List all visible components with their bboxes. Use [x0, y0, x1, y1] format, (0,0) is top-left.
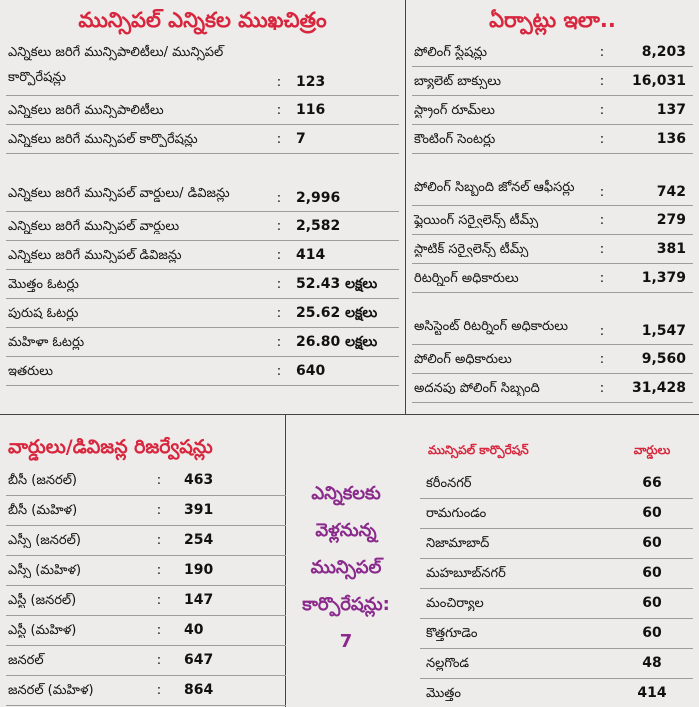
table-row: [412, 235, 693, 264]
table-row: [6, 299, 399, 328]
row-label: పురుష ఓటర్లు: [8, 305, 79, 321]
announcement-line: వెళ్లనున్న: [315, 520, 377, 541]
row-label: మొత్తం ఓటర్లు: [8, 276, 79, 292]
reservations-rows: [6, 466, 286, 706]
row-value: 254: [184, 532, 214, 548]
row-label: ఎన్నికలు జరిగే మున్సిపల్ వార్డులు: [8, 218, 180, 234]
row-label: నిజామాబాద్: [426, 536, 490, 551]
table-row: [6, 212, 399, 241]
arrangements-panel: [412, 3, 693, 403]
arrangements-title: ఏర్పాట్లు ఇలా..: [489, 8, 616, 32]
row-label: బీసీ (జనరల్): [8, 473, 77, 488]
table-row: [412, 345, 693, 374]
row-value: 8,203: [641, 43, 686, 60]
table-row: [6, 38, 399, 96]
table-row: [6, 586, 286, 616]
row-value: 414: [637, 685, 667, 701]
row-value: 25.62 లక్షలు: [296, 304, 378, 321]
table-row: [6, 556, 286, 586]
row-colon: :: [276, 191, 282, 206]
row-colon: :: [599, 241, 605, 257]
row-colon: :: [276, 334, 282, 350]
row-colon: :: [156, 683, 162, 698]
row-value: 1,547: [641, 323, 686, 339]
row-label: బ్యాలెట్ బాక్సులు: [414, 73, 502, 89]
row-value: 279: [656, 211, 686, 228]
row-value: 48: [642, 655, 662, 671]
table-row: [420, 589, 693, 619]
row-label: మొత్తం: [426, 686, 461, 701]
row-label: అసిస్టెంట్ రిటర్నింగ్ అధికారులు: [414, 319, 568, 334]
table-row: [6, 676, 286, 706]
row-value: 190: [184, 562, 214, 578]
table-row: [6, 96, 399, 125]
row-label: జనరల్ (మహిళ): [8, 683, 94, 698]
row-label: ఎస్టీ (జనరల్): [8, 593, 77, 608]
table-row: [6, 616, 286, 646]
table-row: [6, 496, 286, 526]
announcement-count: 7: [339, 631, 353, 652]
row-label: జనరల్: [8, 653, 44, 668]
row-value: 60: [642, 565, 662, 581]
reservations-panel: [6, 428, 286, 706]
row-value: 137: [656, 101, 686, 118]
row-colon: :: [276, 218, 282, 234]
row-colon: :: [156, 533, 162, 548]
row-colon: :: [276, 363, 282, 379]
row-label: కరీంనగర్: [426, 476, 472, 491]
announcement-line: కార్పొరేషన్లు:: [302, 594, 390, 615]
row-colon: :: [599, 185, 605, 200]
table-row: [6, 466, 286, 496]
row-value: 52.43 లక్షలు: [296, 275, 378, 292]
divider-top-vertical: [405, 0, 406, 414]
table-row: [6, 526, 286, 556]
table-row: [6, 270, 399, 299]
row-label: ఎస్సీ (జనరల్): [8, 533, 81, 548]
row-colon: :: [156, 593, 162, 608]
row-value: 9,560: [641, 350, 686, 367]
row-value: 391: [184, 502, 214, 518]
row-value: 60: [642, 535, 662, 551]
row-value: 647: [184, 652, 214, 668]
corporations-announcement: [284, 475, 408, 660]
row-label: రిటర్నింగ్ అధికారులు: [414, 270, 519, 286]
row-value: 40: [184, 622, 204, 638]
row-colon: :: [156, 623, 162, 638]
table-row: [6, 125, 399, 154]
row-value: 381: [656, 240, 686, 257]
row-colon: :: [156, 653, 162, 668]
row-label: పోలింగ్ సిబ్బంది జోనల్ ఆఫీసర్లు: [414, 180, 575, 195]
row-label: ఎన్నికలు జరిగే మున్సిపల్ వార్డులు/ డివిజన్లు: [8, 186, 230, 201]
row-label: అదనపు పోలింగ్ సిబ్బంది: [414, 380, 540, 396]
table-row: [412, 293, 693, 345]
table-row: [6, 357, 399, 386]
row-label: ఎన్నికలు జరిగే మున్సిపల్ డివిజన్లు: [8, 247, 182, 263]
table-row: [412, 67, 693, 96]
row-label: ఎన్నికలు జరిగే మున్సిపాలిటీలు/ మున్సిపల్ కార్పొరేషన్లు: [8, 45, 224, 85]
row-label: కొత్తగూడెం: [426, 626, 478, 641]
table-row: [420, 559, 693, 589]
table-row: [412, 154, 693, 206]
row-label: రామగుండం: [426, 506, 487, 521]
row-colon: :: [599, 212, 605, 228]
row-colon: :: [276, 247, 282, 263]
row-value: 116: [296, 101, 326, 118]
table-row: [420, 679, 693, 707]
table-row: [420, 469, 693, 499]
election-overview-rows: [6, 38, 399, 386]
table-row: [6, 646, 286, 676]
row-value: 60: [642, 595, 662, 611]
table-row: [6, 241, 399, 270]
row-colon: :: [276, 102, 282, 118]
row-colon: :: [156, 563, 162, 578]
header-wards: వార్డులు: [633, 442, 671, 457]
row-value: 60: [642, 505, 662, 521]
row-colon: :: [599, 131, 605, 147]
row-value: 26.80 లక్షలు: [296, 333, 378, 350]
row-colon: :: [276, 75, 282, 90]
row-label: ఎన్నికలు జరిగే మున్సిపాలిటీలు: [8, 102, 164, 118]
header-corporation: మున్సిపల్ కార్పొరేషన్: [428, 442, 529, 457]
table-row: [412, 38, 693, 67]
row-label: పోలింగ్ అధికారులు: [414, 351, 512, 367]
table-row: [420, 499, 693, 529]
row-label: మహిళా ఓటర్లు: [8, 334, 85, 350]
row-value: 60: [642, 625, 662, 641]
row-value: 66: [642, 475, 662, 491]
row-label: మంచిర్యాల: [426, 596, 484, 611]
row-value: 7: [296, 130, 306, 147]
row-colon: :: [599, 102, 605, 118]
row-colon: :: [156, 473, 162, 488]
row-value: 16,031: [631, 72, 686, 89]
row-colon: :: [276, 305, 282, 321]
row-label: కౌంటింగ్ సెంటర్లు: [414, 131, 496, 147]
row-label: బీసీ (మహిళ): [8, 503, 78, 518]
row-value: 136: [656, 130, 686, 147]
divider-horizontal: [0, 414, 699, 415]
table-row: [420, 529, 693, 559]
row-label: ఎస్టీ (మహిళ): [8, 623, 77, 638]
row-value: 414: [296, 246, 326, 263]
row-colon: :: [599, 351, 605, 367]
table-row: [412, 125, 693, 154]
election-overview-title: మున్సిపల్ ఎన్నికల ముఖచిత్రం: [78, 8, 327, 32]
row-colon: :: [599, 380, 605, 396]
table-row: [6, 328, 399, 357]
announcement-line: మున్సిపల్: [310, 557, 382, 578]
table-row: [420, 649, 693, 679]
row-value: 640: [296, 362, 326, 379]
row-colon: :: [156, 503, 162, 518]
table-row: [420, 619, 693, 649]
row-value: 31,428: [631, 379, 686, 396]
row-colon: :: [599, 324, 605, 339]
arrangements-rows: [412, 38, 693, 403]
row-value: 742: [656, 184, 686, 200]
row-label: స్ట్రాంగ్ రూమ్‌లు: [414, 102, 495, 118]
row-value: 463: [184, 472, 214, 488]
election-overview-panel: [6, 3, 399, 386]
row-label: నల్లగొండ: [426, 656, 470, 671]
corporations-rows: [420, 469, 693, 707]
row-label: మహబూబ్‌నగర్: [426, 566, 506, 581]
row-colon: :: [599, 73, 605, 89]
corporations-header: [420, 433, 693, 469]
row-label: ఫ్లైయింగ్ సర్వైలెన్స్ టీమ్స్: [414, 212, 539, 228]
row-value: 2,582: [296, 217, 341, 234]
row-value: 864: [184, 682, 214, 698]
table-row: [412, 96, 693, 125]
row-colon: :: [599, 270, 605, 286]
row-value: 147: [184, 592, 214, 608]
row-label: ఎస్సీ (మహిళ): [8, 563, 82, 578]
table-row: [412, 206, 693, 235]
row-value: 2,996: [296, 190, 341, 206]
table-row: [412, 264, 693, 293]
row-label: స్టాటిక్ సర్వైలెన్స్ టీమ్స్: [414, 241, 529, 257]
row-label: పోలింగ్ స్టేషన్లు: [414, 44, 487, 60]
row-label: ఇతరులు: [8, 363, 53, 379]
table-row: [6, 154, 399, 212]
row-label: ఎన్నికలు జరిగే మున్సిపల్ కార్పొరేషన్లు: [8, 131, 198, 147]
reservations-title: వార్డులు/డివిజన్ల రిజర్వేషన్లు: [8, 436, 213, 458]
row-value: 123: [296, 74, 326, 90]
table-row: [412, 374, 693, 403]
corporations-panel: [420, 433, 693, 707]
announcement-line: ఎన్నికలకు: [311, 483, 381, 504]
row-colon: :: [599, 44, 605, 60]
row-colon: :: [276, 276, 282, 292]
row-colon: :: [276, 131, 282, 147]
row-value: 1,379: [641, 269, 686, 286]
